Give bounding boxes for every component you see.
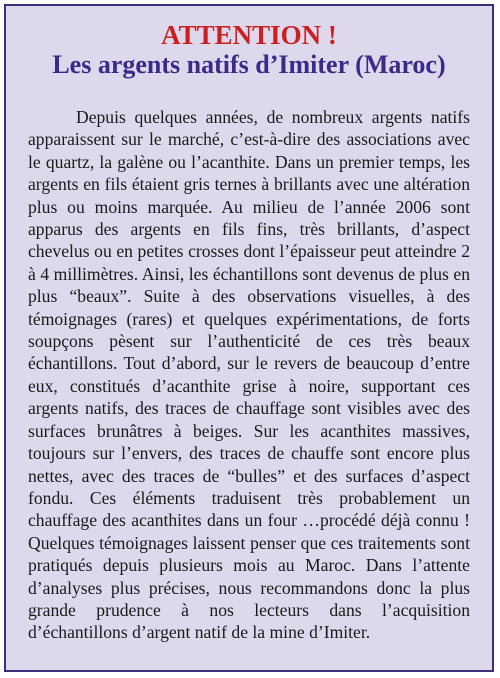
- notice-body-paragraph: Depuis quelques années, de nombreux argents natifs apparaissent sur le marché, c’est-à-dire des associations avec le quartz, la galène ou l’acanthite. Dans un premier temps, les argents en fils étaient gris ternes à brillants avec une altération plus ou moins marquée. Au milieu de l’année 2006 sont apparus des argents en fils fins, très brillants, d’aspect chevelus ou en petites crosses dont l’épaisseur peut atteindre 2 à 4 millimètres. Ainsi, les échantillons sont devenus de plus en plus “beaux”. Suite à des observations visuelles, à des témoignages (rares) et quelques expérimentations, de forts soupçons pèsent sur l’authenticité de ces très beaux échantillons. Tout d’abord, sur le revers de beaucoup d’entre eux, constitués d’acanthite grise à noire, supportant ces argents natifs, des traces de chauffage sont visibles avec des surfaces brunâtres à beiges. Sur les acanthites massives, toujours sur l’envers, des traces de chauffe sont encore plus nettes, avec des traces de “bulles” et des surfaces d’aspect fondu. Ces éléments traduisent très probablement un chauffage des acanthites dans un four …procédé déjà connu ! Quelques témoignages laissent penser que ces traitements sont pratiqués depuis plusieurs mois au Maroc. Dans l’attente d’analyses plus précises, nous recommandons donc la plus grande prudence à nos lecteurs dans l’acquisition d’échantillons d’argent natif de la mine d’Imiter.: [28, 107, 470, 643]
- notice-title: ATTENTION !: [161, 20, 337, 50]
- notice-box: [4, 4, 494, 672]
- notice-subtitle: Les argents natifs d’Imiter (Maroc): [52, 50, 446, 79]
